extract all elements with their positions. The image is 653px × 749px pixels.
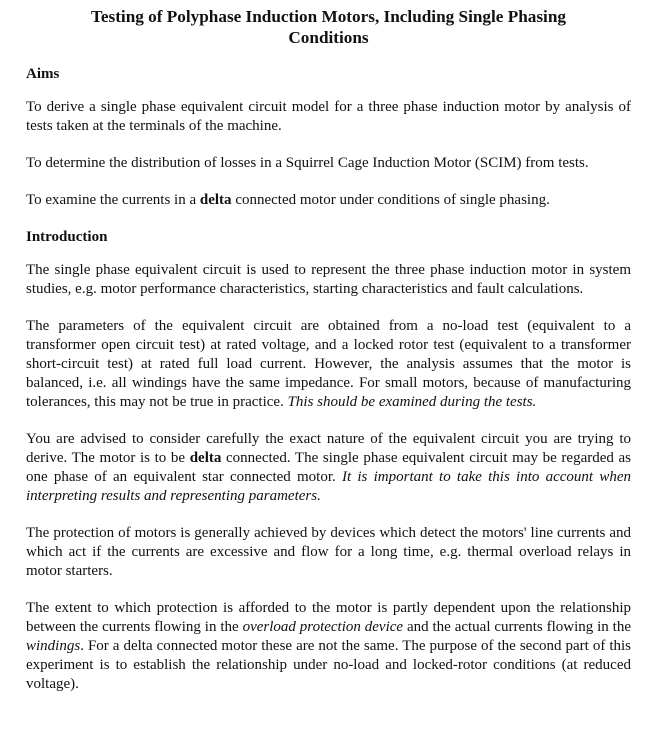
intro-p2-text: The parameters of the equivalent circuit are obtained from a no-load test (equivalent to a transformer open circuit test) at rated voltage, and a locked rotor test (equivalent to a transformer short-circuit test) at rated full load current. However, the analysis assumes that the motor is balanced, i.e. all windings have the same impedance. For small motors, because of manufacturing tolerances, this may not be true in practice. xyxy=(26,318,631,410)
aims-paragraph-1: To derive a single phase equivalent circuit model for a three phase induction motor by analysis of tests taken at the terminals of the machine. xyxy=(26,99,631,134)
aims-heading: Aims xyxy=(26,66,60,82)
title-line-1: Testing of Polyphase Induction Motors, Including Single Phasing xyxy=(91,7,566,26)
intro-p5-italic-a: overload protection device xyxy=(242,619,404,635)
intro-p2-italic: This should be examined during the tests. xyxy=(287,394,537,410)
intro-paragraph-4: The protection of motors is generally achieved by devices which detect the motors' line currents and which act if the currents are excessive and flow for a long time, e.g. thermal overload relays in motor starters. xyxy=(26,525,631,579)
intro-paragraph-1: The single phase equivalent circuit is used to represent the three phase induction motor in system studies, e.g. motor performance characteristics, starting characteristics and fault calculations. xyxy=(26,262,631,297)
aims-p3-text-a: To examine the currents in a xyxy=(26,192,200,208)
intro-paragraph-3 xyxy=(26,430,631,506)
intro-p5-text-e: . For a delta connected motor these are not the same. The purpose of the second part of this experiment is to establish the relationship under no-load and locked-rotor conditions (at reduced voltage). xyxy=(26,638,631,692)
aims-paragraph-2: To determine the distribution of losses in a Squirrel Cage Induction Motor (SCIM) from tests. xyxy=(26,155,589,171)
introduction-heading: Introduction xyxy=(26,229,108,245)
intro-p3-italic: It is important to take this into account when interpreting results and representing parameters. xyxy=(26,469,631,504)
aims-paragraph-3 xyxy=(26,191,631,210)
aims-p3-text-c: connected motor under conditions of single phasing. xyxy=(231,192,550,208)
intro-p3-text-c: connected. The single phase equivalent circuit may be regarded as one phase of an equivalent star connected motor. xyxy=(26,450,631,485)
intro-paragraph-2 xyxy=(26,317,631,412)
intro-paragraph-5 xyxy=(26,599,631,694)
aims-p3-delta-bold: delta xyxy=(199,192,232,208)
intro-p3-delta-bold: delta xyxy=(189,450,222,466)
intro-p5-text-c: and the actual currents flowing in the xyxy=(403,619,632,635)
title-line-2: Conditions xyxy=(288,28,369,47)
document-title xyxy=(26,6,631,48)
intro-p3-text-a: You are advised to consider carefully the exact nature of the equivalent circuit you are trying to derive. The motor is to be xyxy=(26,431,631,466)
intro-p5-text-a: The extent to which protection is afforded to the motor is partly dependent upon the relationship between the currents flowing in the xyxy=(26,600,631,635)
intro-p5-italic-b: windings xyxy=(26,638,81,654)
